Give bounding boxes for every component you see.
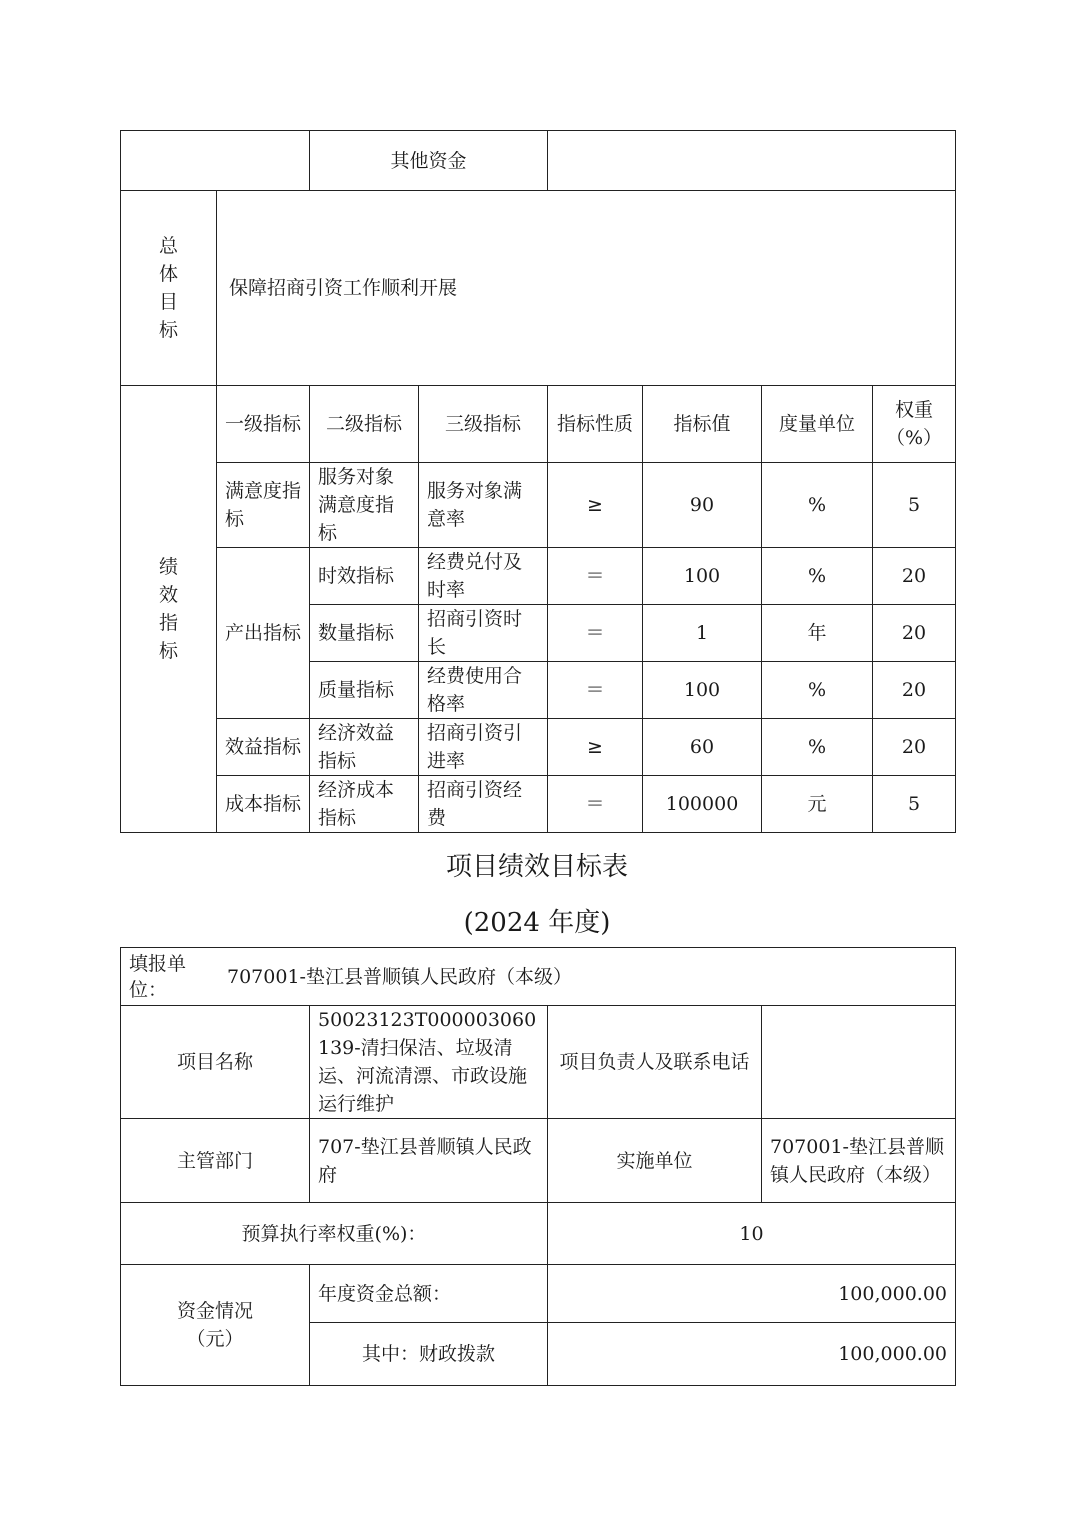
row-level3: 招商引资时长	[419, 605, 548, 662]
row-value: 60	[643, 719, 762, 776]
row-level3: 经费使用合格率	[419, 662, 548, 719]
impl-unit-value: 707001-垫江县普顺镇人民政府（本级）	[762, 1119, 956, 1203]
page-title: 项目绩效目标表	[445, 852, 628, 882]
table-row	[121, 548, 956, 605]
annual-total-label: 年度资金总额：	[310, 1265, 548, 1323]
row-weight: 5	[873, 776, 956, 833]
row-value: 100	[643, 662, 762, 719]
row-nature: ＝	[548, 548, 643, 605]
overall-goal-text: 保障招商引资工作顺利开展	[217, 191, 956, 386]
fiscal-allocation-value: 100,000.00	[548, 1323, 956, 1386]
row-value: 100	[643, 548, 762, 605]
header-level1: 一级指标	[217, 386, 310, 463]
row-nature: ＝	[548, 776, 643, 833]
row-level1: 产出指标	[217, 548, 310, 719]
row-weight: 20	[873, 548, 956, 605]
table-row	[121, 776, 956, 833]
reporting-unit-row	[121, 948, 956, 1006]
row-unit: %	[762, 662, 873, 719]
row-level3: 招商引资引进率	[419, 719, 548, 776]
impl-unit-label: 实施单位	[548, 1119, 762, 1203]
reporting-unit-label: 填报单位：	[129, 952, 187, 1001]
row-unit: 年	[762, 605, 873, 662]
page-subtitle-year: (2024 年度)	[463, 908, 611, 938]
header-weight: 权重（%）	[873, 386, 956, 463]
row-nature: ≥	[548, 719, 643, 776]
row-nature: ＝	[548, 662, 643, 719]
row-weight: 5	[873, 463, 956, 548]
row-level1: 效益指标	[217, 719, 310, 776]
row-level1: 满意度指标	[217, 463, 310, 548]
fiscal-allocation-label: 其中：财政拨款	[310, 1323, 548, 1386]
row-weight: 20	[873, 719, 956, 776]
row-unit: %	[762, 719, 873, 776]
row-unit: %	[762, 548, 873, 605]
table-row	[121, 719, 956, 776]
budget-weight-label: 预算执行率权重(%)：	[121, 1203, 548, 1265]
row-level3: 经费兑付及时率	[419, 548, 548, 605]
dept-value: 707-垫江县普顺镇人民政府	[310, 1119, 548, 1203]
perf-indicators-label	[121, 386, 217, 833]
row-weight: 20	[873, 605, 956, 662]
funds-label	[121, 1265, 310, 1386]
row-level3: 服务对象满意率	[419, 463, 548, 548]
project-name-label: 项目名称	[121, 1006, 310, 1119]
table-row	[121, 463, 956, 548]
header-nature: 指标性质	[548, 386, 643, 463]
row-level2: 经济效益指标	[310, 719, 419, 776]
annual-total-value: 100,000.00	[548, 1265, 956, 1323]
other-funds-value	[548, 131, 956, 191]
header-level2: 二级指标	[310, 386, 419, 463]
row-level2: 数量指标	[310, 605, 419, 662]
row-level3: 招商引资经费	[419, 776, 548, 833]
dept-label: 主管部门	[121, 1119, 310, 1203]
row-nature: ≥	[548, 463, 643, 548]
row-weight: 20	[873, 662, 956, 719]
header-level3: 三级指标	[419, 386, 548, 463]
header-unit: 度量单位	[762, 386, 873, 463]
blank-cell	[121, 131, 310, 191]
reporting-unit-value: 707001-垫江县普顺镇人民政府（本级）	[227, 965, 572, 988]
perf-indicators-label-text: 绩 效 指 标	[158, 556, 178, 662]
row-unit: 元	[762, 776, 873, 833]
project-contact-label: 项目负责人及联系电话	[548, 1006, 762, 1119]
row-level2: 服务对象满意度指标	[310, 463, 419, 548]
row-level2: 时效指标	[310, 548, 419, 605]
row-level2: 质量指标	[310, 662, 419, 719]
budget-weight-value: 10	[548, 1203, 956, 1265]
funds-label-text: 资金情况（元）	[176, 1300, 253, 1350]
row-level2: 经济成本指标	[310, 776, 419, 833]
performance-table-continued	[120, 130, 956, 833]
project-contact-value	[762, 1006, 956, 1119]
row-unit: %	[762, 463, 873, 548]
overall-goal-label-text: 总 体 目 标	[158, 235, 178, 341]
row-level1: 成本指标	[217, 776, 310, 833]
header-value: 指标值	[643, 386, 762, 463]
other-funds-label: 其他资金	[310, 131, 548, 191]
row-value: 1	[643, 605, 762, 662]
row-value: 90	[643, 463, 762, 548]
project-info-table	[120, 947, 956, 1386]
row-value: 100000	[643, 776, 762, 833]
project-name-value: 50023123T000003060139-清扫保洁、垃圾清运、河流清漂、市政设施运行维护	[310, 1006, 548, 1119]
row-nature: ＝	[548, 605, 643, 662]
overall-goal-label	[121, 191, 217, 386]
